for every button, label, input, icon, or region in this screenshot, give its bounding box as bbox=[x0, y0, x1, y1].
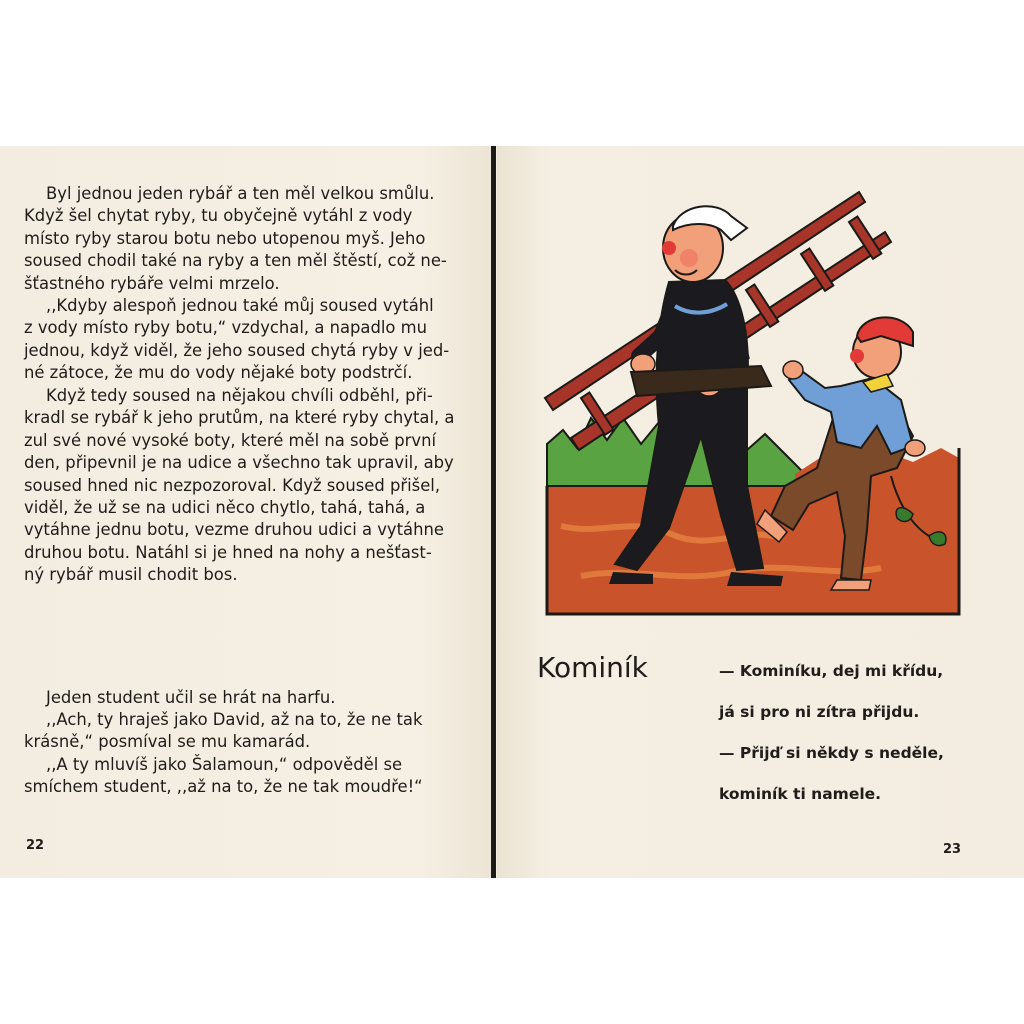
text-line: Byl jednou jeden rybář a ten měl velkou smůlu. bbox=[46, 184, 435, 203]
text-line: kradl se rybář k jeho prutům, na které ryby chytal, a bbox=[24, 408, 455, 428]
text-line: den, připevnil je na udice a všechno tak upravil, aby bbox=[24, 453, 454, 473]
text-line: šťastného rybáře velmi mrzelo. bbox=[24, 273, 280, 293]
brushes-bundle-icon bbox=[631, 366, 771, 396]
text-line: ný rybář musil chodit bos. bbox=[24, 565, 238, 585]
poem-line: — Kominíku, dej mi křídu, bbox=[719, 662, 944, 680]
text-line: vytáhne jednu botu, vezme druhou udici a vytáhne bbox=[24, 520, 444, 540]
story2-paragraph-2 bbox=[24, 709, 455, 754]
text-line: né zátoce, že mu do vody nějaké boty podstrčí. bbox=[24, 363, 413, 383]
blue-jacket-icon bbox=[789, 372, 913, 454]
text-line: zul své nové vysoké boty, které měl na sobě první bbox=[24, 430, 437, 450]
story1-paragraph-2 bbox=[24, 295, 455, 385]
text-line: druhou botu. Natáhl si je hned na nohy a nešťast- bbox=[24, 542, 432, 562]
poem-line: já si pro ni zítra přijdu. bbox=[719, 703, 920, 721]
left-page bbox=[0, 146, 492, 878]
page-number-left: 22 bbox=[26, 838, 45, 853]
poem-line: kominík ti namele. bbox=[719, 785, 882, 803]
text-line: Jeden student učil se hrát na harfu. bbox=[46, 688, 336, 707]
right-page bbox=[497, 146, 1024, 878]
text-line: viděl, že už se na udici něco chytlo, tahá, tahá, a bbox=[24, 498, 426, 518]
story1-paragraph-3 bbox=[24, 385, 455, 587]
text-line: ,,A ty mluvíš jako Šalamoun,“ odpověděl se bbox=[46, 755, 403, 774]
book-gutter bbox=[491, 146, 496, 878]
text-line: soused chodil také na ryby a ten měl štěstí, což ne- bbox=[24, 251, 447, 271]
text-line: jednou, když viděl, že jeho soused chytá ryby v jed- bbox=[24, 340, 450, 360]
text-line: Když šel chytat ryby, tu obyčejně vytáhl z vody bbox=[24, 206, 413, 226]
nose-icon bbox=[662, 241, 676, 255]
text-line: ,,Kdyby alespoň jednou také můj soused vytáhl bbox=[46, 296, 434, 315]
poem-line: — Přijď si někdy s neděle, bbox=[719, 744, 944, 762]
text-line: soused hned nic nezpozoroval. Když soused přišel, bbox=[24, 475, 441, 495]
text-line: Když tedy soused na nějakou chvíli odběhl, při- bbox=[46, 386, 433, 405]
story2-paragraph-1 bbox=[24, 687, 455, 709]
poem-title: Kominík bbox=[537, 651, 648, 684]
text-line: smíchem student, ,,až na to, že ne tak moudře!“ bbox=[24, 777, 423, 797]
text-line: z vody místo ryby botu,“ vzdychal, a napadlo mu bbox=[24, 318, 428, 338]
page-number-right: 23 bbox=[943, 842, 962, 857]
text-line: místo ryby starou botu nebo utopenou myš. Jeho bbox=[24, 228, 426, 248]
text-line: krásně,“ posmíval se mu kamarád. bbox=[24, 732, 311, 752]
story2-paragraph-3 bbox=[24, 754, 455, 799]
text-line: ,,Ach, ty hraješ jako David, až na to, že ne tak bbox=[46, 710, 423, 729]
book-spread bbox=[0, 146, 1024, 878]
chimney-sweep-illustration-icon bbox=[541, 186, 961, 616]
poem bbox=[719, 662, 944, 826]
story1-paragraph-1 bbox=[24, 183, 455, 295]
